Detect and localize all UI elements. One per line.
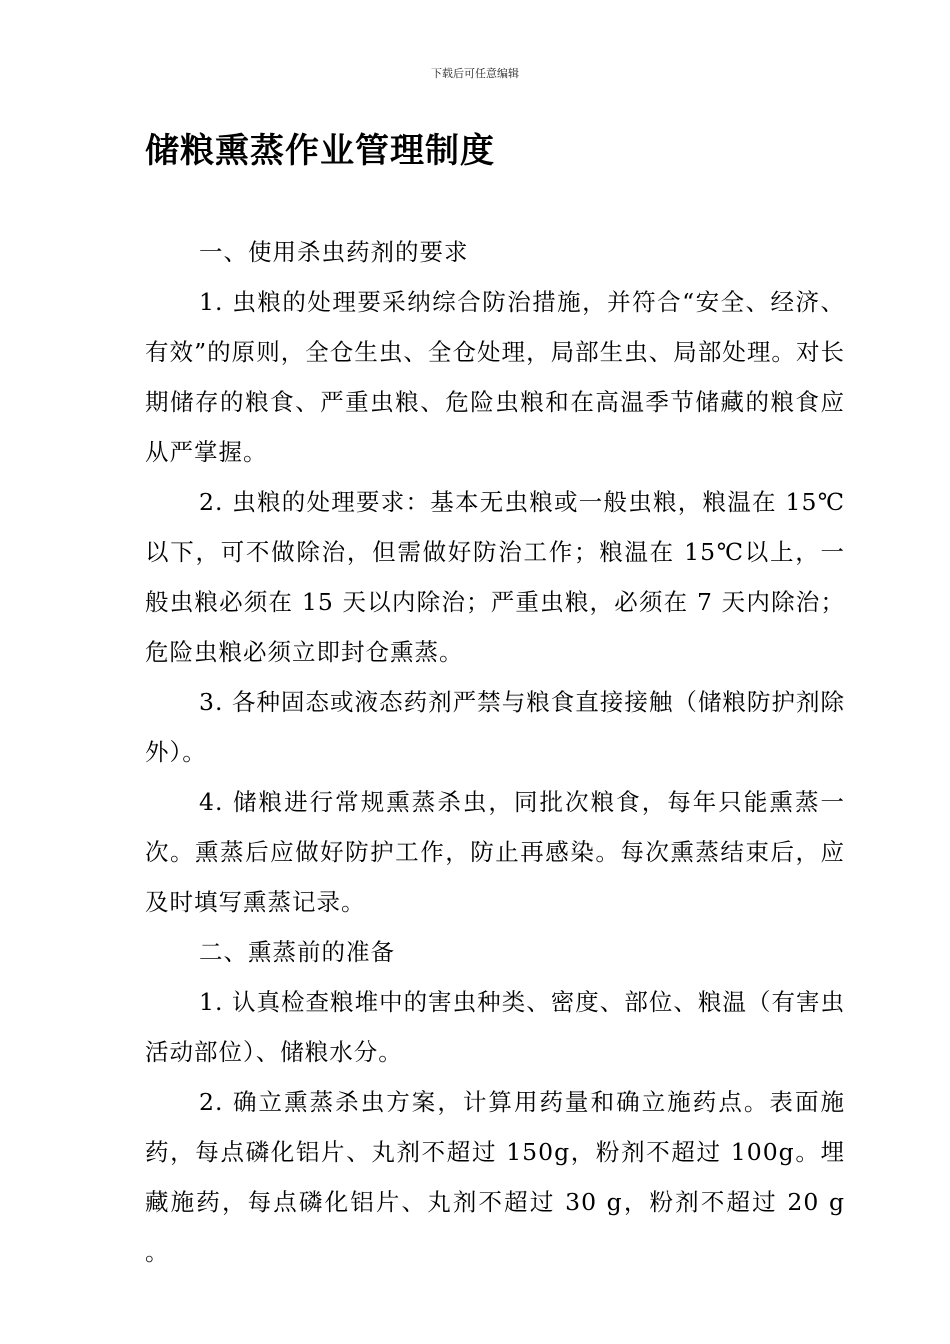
document-title: 储粮熏蒸作业管理制度 xyxy=(145,131,495,171)
section-heading-2: 二、熏蒸前的准备 xyxy=(199,938,396,966)
paragraph-2-1: 1. 认真检查粮堆中的害虫种类、密度、部位、粮温（有害虫活动部位）、储粮水分。 xyxy=(145,988,845,1066)
document-body xyxy=(145,227,845,1277)
header-note: 下载后可任意编辑 xyxy=(431,67,519,80)
paragraph-1-4: 4. 储粮进行常规熏蒸杀虫，同批次粮食，每年只能熏蒸一次。熏蒸后应做好防护工作，防止再感染。每次熏蒸结束后，应及时填写熏蒸记录。 xyxy=(145,788,845,916)
paragraph-1-3: 3. 各种固态或液态药剂严禁与粮食直接接触（储粮防护剂除外）。 xyxy=(145,688,845,766)
section-heading-1: 一、使用杀虫药剂的要求 xyxy=(199,238,469,266)
paragraph-1-2: 2. 虫粮的处理要求：基本无虫粮或一般虫粮，粮温在 15℃以下，可不做除治，但需做好防治工作；粮温在 15℃以上，一般虫粮必须在 15 天以内除治；严重虫粮，必须在 7 天内除治；危险虫粮必须立即封仓熏蒸。 xyxy=(145,488,845,666)
paragraph-1-1: 1. 虫粮的处理要采纳综合防治措施，并符合“安全、经济、有效”的原则，全仓生虫、全仓处理，局部生虫、局部处理。对长期储存的粮食、严重虫粮、危险虫粮和在高温季节储藏的粮食应从严掌握。 xyxy=(145,288,845,466)
paragraph-2-2: 2. 确立熏蒸杀虫方案，计算用药量和确立施药点。表面施药，每点磷化铝片、丸剂不超过 150g，粉剂不超过 100g。埋藏施药，每点磷化铝片、丸剂不超过 30 g，粉剂不超过 20 g 。 xyxy=(145,1088,845,1266)
